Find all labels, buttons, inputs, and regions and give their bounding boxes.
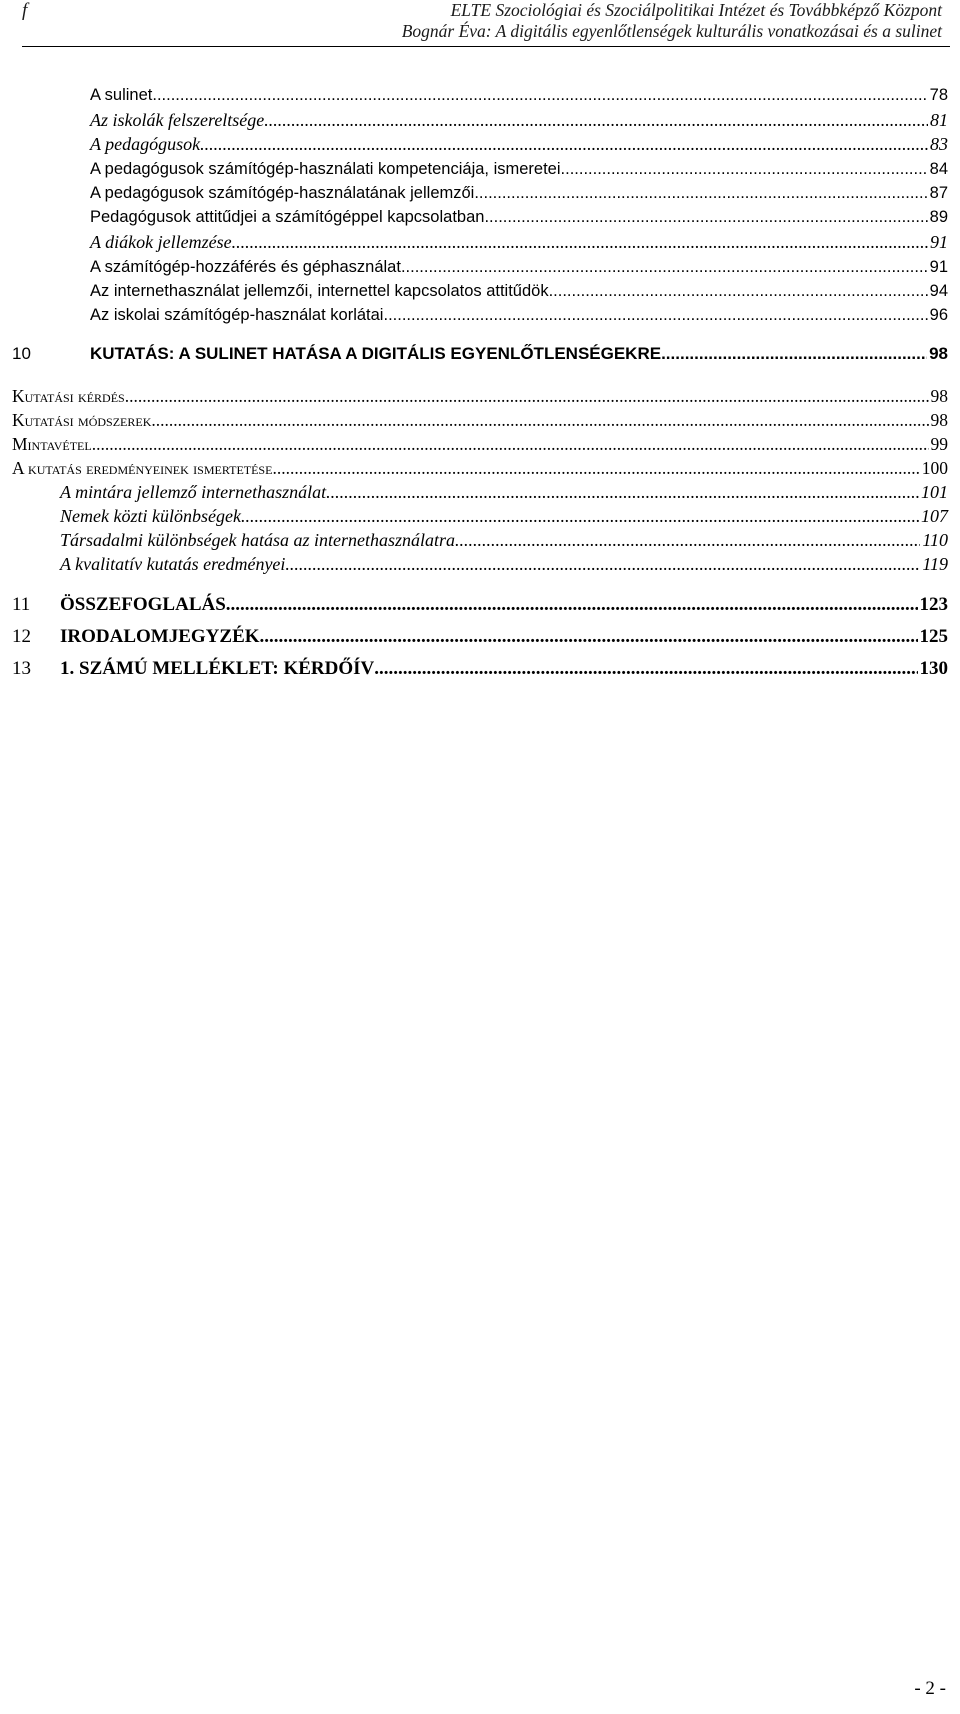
toc-page-number: 91 (930, 232, 948, 252)
toc-page-number: 123 (919, 594, 948, 615)
toc-chapter-entry[interactable]: 13 1. SZÁMÚ MELLÉKLET: KÉRDŐÍV ..... 130 (12, 658, 948, 680)
toc-entry[interactable]: A pedagógusok számítógép-használatának jellemzői ..... 87 (90, 184, 948, 203)
toc-chapter-entry[interactable]: 12 IRODALOMJEGYZÉK ..... 125 (12, 626, 948, 648)
header-text (402, 0, 942, 42)
toc-chapter-entry[interactable]: 10 KUTATÁS: A SULINET HATÁSA A DIGITÁLIS EGYENLŐTLENSÉGEKRE ..... 98 (12, 344, 948, 364)
page-header (22, 0, 950, 47)
toc-entry[interactable]: A diákok jellemzése ..... 91 (90, 232, 948, 253)
toc-page-number: 101 (921, 482, 948, 502)
header-author-title: Bognár Éva: A digitális egyenlőtlenségek kulturális vonatkozásai és a sulinet (401, 21, 942, 41)
toc-subsection-entry[interactable]: Társadalmi különbségek hatása az internethasználatra ..... 110 (60, 530, 948, 551)
toc-page-number: 110 (922, 530, 948, 550)
toc-page-number: 119 (922, 554, 948, 574)
toc-page-number: 84 (929, 160, 948, 178)
toc-page-number: 89 (929, 208, 948, 226)
toc-entry[interactable]: A pedagógusok ..... 83 (90, 134, 948, 155)
toc-page-number: 94 (929, 282, 948, 300)
page-number: - 2 - (914, 1678, 946, 1699)
toc-subsection-entry[interactable]: A kvalitatív kutatás eredményei ..... 119 (60, 554, 948, 575)
toc-chapter-number: 13 (12, 658, 31, 679)
toc-chapter-entry[interactable]: 11 ÖSSZEFOGLALÁS ..... 123 (12, 594, 948, 616)
toc-section-entry[interactable]: Kutatási módszerek ..... 98 (12, 410, 948, 431)
toc-page-number: 98 (930, 386, 948, 406)
toc-page-number: 83 (930, 134, 948, 154)
toc-entry[interactable]: Az iskolák felszereltsége ..... 81 (90, 110, 948, 131)
toc-page-number: 78 (929, 86, 948, 104)
toc-entry[interactable]: Az internethasználat jellemzői, internettel kapcsolatos attitűdök ..... 94 (90, 282, 948, 301)
toc-page-number: 100 (921, 458, 948, 478)
toc-page-number: 125 (919, 626, 948, 647)
toc-page-number: 81 (930, 110, 948, 130)
toc-section-entry[interactable]: Mintavétel ..... 99 (12, 434, 948, 455)
toc-chapter-number: 10 (12, 344, 31, 363)
toc-page-number: 99 (930, 434, 948, 454)
toc-entry[interactable]: A számítógép-hozzáférés és géphasználat ..... 91 (90, 258, 948, 277)
toc-subsection-entry[interactable]: A mintára jellemző internethasználat ..... 101 (60, 482, 948, 503)
toc-section-entry[interactable]: Kutatási kérdés ..... 98 (12, 386, 948, 407)
toc-page-number: 107 (921, 506, 948, 526)
toc-entry[interactable]: A sulinet ..... 78 (90, 86, 948, 105)
toc-entry[interactable]: A pedagógusok számítógép-használati kompetenciája, ismeretei ..... 84 (90, 160, 948, 179)
toc-entry[interactable]: Pedagógusok attitűdjei a számítógéppel kapcsolatban ..... 89 (90, 208, 948, 227)
toc-page-number: 91 (929, 258, 948, 276)
toc-page-number: 98 (930, 410, 948, 430)
toc-page-number: 87 (929, 184, 948, 202)
toc-page-number: 98 (929, 344, 948, 363)
header-institution: ELTE Szociológiai és Szociálpolitikai Intézet és Továbbképző Központ (450, 0, 942, 20)
toc-chapter-number: 12 (12, 626, 31, 647)
toc-subsection-entry[interactable]: Nemek közti különbségek ..... 107 (60, 506, 948, 527)
toc-page-number: 96 (929, 306, 948, 324)
logo-mark: f (22, 0, 28, 21)
toc-entry[interactable]: Az iskolai számítógép-használat korlátai ..... 96 (90, 306, 948, 325)
toc-chapter-number: 11 (12, 594, 31, 615)
toc-section-entry[interactable]: A kutatás eredményeinek ismertetése ..... 100 (12, 458, 948, 479)
toc-page-number: 130 (919, 658, 948, 679)
